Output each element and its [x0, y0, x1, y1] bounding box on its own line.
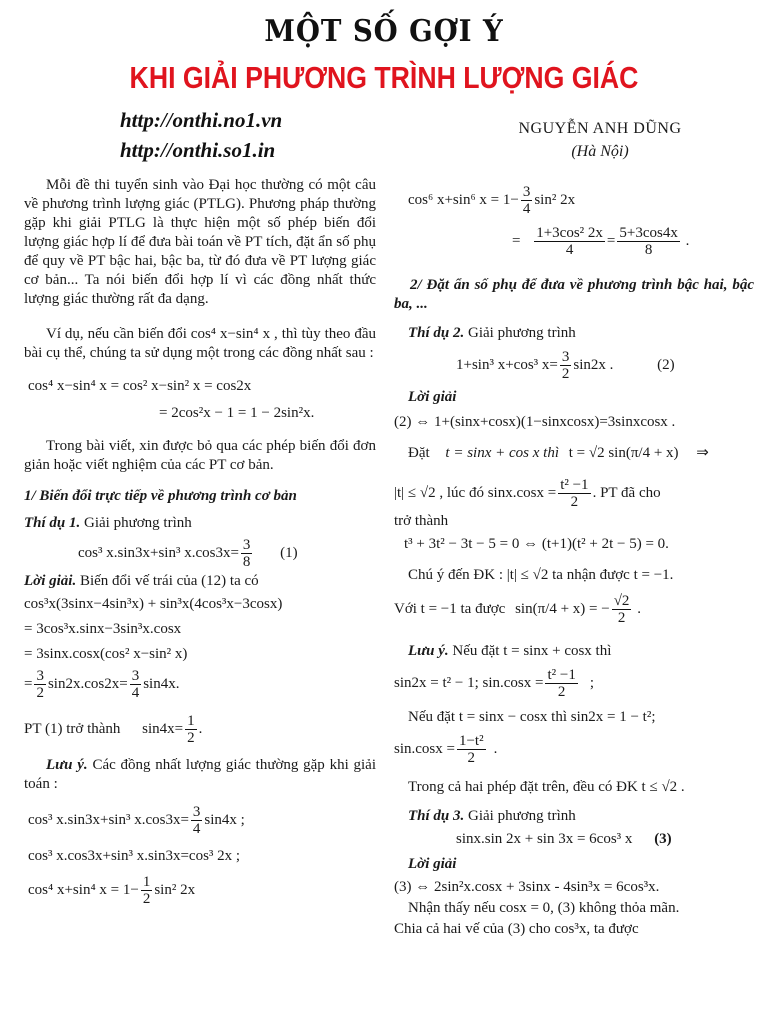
note-3-eq: sin.cosx =	[394, 740, 455, 757]
author-location: (Hà Nội)	[571, 143, 629, 160]
identity-1-left: cos³ x.sin3x+sin³ x.cos3x=	[28, 811, 189, 828]
solution-2-condition	[394, 477, 754, 510]
solution-1-step-1: cos³x(3sinx−4sin³x) + sin³x(4cos³x−3cosx)	[24, 596, 283, 612]
pt1-equation: sin4x=	[142, 720, 184, 737]
identity-list-1	[28, 804, 376, 837]
identity-4-right: sin² 2x	[534, 191, 576, 208]
fraction-numerator: 1−t²	[458, 733, 484, 749]
example-2-eq-left: 1+sin³ x+cos³ x=	[456, 356, 558, 373]
pt1-becomes-line: PT (1) trở thành sin4x= $\frac{1}{2}$ .	[24, 713, 203, 746]
fraction	[457, 733, 486, 766]
fraction-denominator: 2	[467, 750, 476, 766]
example-2-equation	[456, 349, 754, 382]
result-sin: sin(π/4 + x) = −	[515, 600, 610, 617]
equals-sign: =	[24, 675, 33, 692]
fraction	[617, 225, 679, 258]
condition-tail: . PT đã cho	[592, 484, 661, 501]
note-2-text: Nếu đặt t = sinx + cosx thì	[452, 643, 612, 659]
title-line-1: MỘT SỐ GỢI Ý	[264, 14, 504, 49]
solution-1-step-3: = 3sinx.cosx(cos² x−sin² x)	[24, 646, 188, 662]
example-3-label: Thí dụ 3.	[408, 808, 465, 824]
example-3-line	[408, 807, 754, 826]
example-1-text: Giải phương trình	[84, 515, 192, 531]
identity-list-2: cos³ x.cos3x+sin³ x.sin3x=cos³ 2x ;	[28, 848, 241, 864]
fraction-numerator: 3	[561, 349, 570, 365]
note-1-text: Các đồng nhất lượng giác thường gặp khi giải toán :	[24, 757, 377, 792]
identity-list-3	[28, 874, 376, 907]
solution-3-step-2: Nhận thấy nếu cosx = 0, (3) không thỏa mãn.	[408, 900, 680, 916]
substitution-t-sin: t = √2 sin(π/4 + x)	[568, 445, 679, 461]
set-word: Đặt	[408, 445, 430, 461]
fraction	[191, 804, 203, 837]
note-3-equation	[394, 733, 754, 766]
fraction-numerator: 1	[142, 874, 151, 890]
equation-number: (2)	[657, 356, 675, 373]
solution-2-constraint: Chú ý đến ĐK : |t| ≤ √2 ta nhận được t = −1.	[408, 567, 674, 583]
example-1-line	[24, 514, 376, 533]
fraction-numerator: √2	[613, 593, 630, 609]
fraction	[185, 713, 197, 746]
author-name: NGUYỄN ANH DŨNG	[518, 120, 682, 137]
both-cases-line: Trong cả hai phép đặt trên, đều có ĐK t ≤ √2 .	[408, 779, 685, 795]
fraction-numerator: 1+3cos² 2x	[536, 225, 603, 241]
fraction	[130, 668, 142, 701]
solution-2-substitution	[408, 444, 754, 463]
section-2-heading: 2/ Đặt ẩn số phụ để đưa về phương trình bậc hai, bậc ba, ...	[394, 277, 754, 312]
note-1-label: Lưu ý.	[46, 757, 88, 773]
equals-sign: =	[512, 232, 521, 249]
fraction	[34, 668, 46, 701]
note-2-equation	[394, 667, 754, 700]
fraction-denominator: 2	[36, 685, 44, 701]
fraction-denominator: 2	[187, 730, 195, 746]
implies-arrow: ⇒	[696, 445, 709, 461]
website-link-2[interactable]: http://onthi.so1.in	[120, 138, 276, 162]
fraction	[534, 225, 605, 258]
step-4-middle: sin2x.cos2x=	[47, 675, 128, 692]
note-1-paragraph	[24, 756, 376, 794]
fraction-denominator: 2	[570, 494, 579, 510]
fraction	[521, 184, 533, 217]
fraction-numerator: 1	[187, 713, 195, 729]
fraction-numerator: 3	[36, 668, 44, 684]
solution-2-label: Lời giải	[408, 389, 457, 405]
pt1-text: PT (1) trở thành	[24, 720, 121, 737]
solution-2-step-1: (2) ⇔ 1+(sinx+cosx)(1−sinxcosx)=3sinxcosx .	[394, 414, 676, 430]
fraction-denominator: 4	[522, 201, 531, 217]
example-2-text: Giải phương trình	[468, 325, 576, 341]
fraction-numerator: 5+3cos4x	[619, 225, 678, 241]
note-2-line	[408, 642, 754, 661]
identity-eq-1: cos⁴ x−sin⁴ x = cos² x−sin² x = cos2x	[28, 378, 252, 394]
identity-1-right: sin4x ;	[204, 811, 245, 828]
condition-text: |t| ≤ √2 , lúc đó sinx.cosx =	[394, 484, 557, 501]
identity-list-4	[408, 184, 754, 217]
solution-2-result: Với t = −1 ta được sin(π/4 + x) = − $\frac{√2}{2}$ .	[394, 593, 641, 626]
solution-3-step-3: Chia cả hai vế của (3) cho cos³x, ta được	[394, 921, 639, 937]
solution-1-label: Lời giải.	[24, 573, 77, 589]
identity-4-left: cos⁶ x+sin⁶ x = 1−	[408, 191, 519, 208]
solution-3-step-1: (3) ⇔ 2sin²x.cosx + 3sinx - 4sin³x = 6cos³x.	[394, 879, 660, 895]
example-3-text: Giải phương trình	[468, 808, 576, 824]
example-3-equation	[456, 830, 754, 849]
note-2-tail: ;	[589, 674, 595, 691]
identity-eq-2: = 2cos²x − 1 = 1 − 2sin²x.	[159, 405, 315, 421]
equation-number: (3)	[654, 831, 672, 847]
with-t-text: Với t = −1 ta được	[394, 600, 506, 617]
example-1-label: Thí dụ 1.	[24, 515, 81, 531]
fraction	[545, 667, 577, 700]
fraction-denominator: 2	[142, 891, 151, 907]
fraction-denominator: 4	[131, 685, 140, 701]
intro-paragraph: Mỗi đề thi tuyển sinh vào Đại học thường có một câu về phương trình lượng giác (PTLG). Phương pháp thường gặp khi giải PTLG là thực hiện một số phép biến đổi lượng giác hợp lí để đưa bài toán về PT tích, đặt ẩn số phụ để quy về PT bậc hai, bậc ba, từ đó đưa về PT lượng giác cơ bản... Ta nói biến đổi hợp lí vì các đồng nhất thức lượng giác thường rất đa dạng.	[24, 177, 376, 307]
fraction	[558, 477, 590, 510]
fraction	[560, 349, 572, 382]
fraction-numerator: 3	[131, 668, 140, 684]
note-3-tail: .	[493, 740, 498, 757]
note-2-label: Lưu ý.	[408, 643, 449, 659]
title-line-2: KHI GIẢI PHƯƠNG TRÌNH LƯỢNG GIÁC	[129, 60, 639, 95]
fraction-denominator: 2	[557, 684, 566, 700]
fraction	[612, 593, 632, 626]
identity-list-4b: = $\frac{\text{1+3cos² 2x}}{4}$ = $\frac{5+3\cos 4x}{8}$ .	[512, 225, 690, 258]
solution-1-line	[24, 572, 376, 591]
fraction-numerator: t² −1	[560, 477, 589, 493]
website-link-1[interactable]: http://onthi.no1.vn	[120, 108, 283, 132]
example-2-eq-right: sin2x .	[573, 356, 614, 373]
fraction-denominator: 8	[644, 242, 653, 258]
equation-number: (1)	[280, 544, 298, 561]
example-2-line	[408, 324, 754, 343]
solution-3-label: Lời giải	[408, 856, 457, 872]
note-3-line: Nếu đặt t = sinx − cosx thì sin2x = 1 − t²;	[408, 709, 656, 725]
section-1-heading: 1/ Biến đổi trực tiếp về phương trình cơ bản	[24, 488, 297, 504]
example-1-equation	[78, 537, 376, 570]
fraction-numerator: 3	[192, 804, 201, 820]
solution-2-becomes: trở thành	[394, 513, 449, 529]
fraction-numerator: 3	[522, 184, 531, 200]
solution-1-step-4	[24, 668, 376, 701]
fraction-denominator: 2	[617, 610, 626, 626]
left-column	[24, 176, 376, 907]
identity-3-right: sin² 2x	[154, 881, 196, 898]
example-2-label: Thí dụ 2.	[408, 325, 465, 341]
fraction-denominator: 8	[242, 554, 251, 570]
equals-sign: =	[606, 232, 616, 249]
note-2-eq: sin2x = t² − 1; sin.cosx =	[394, 674, 544, 691]
step-4-right: sin4x.	[143, 675, 180, 692]
fraction	[241, 537, 253, 570]
fraction	[141, 874, 153, 907]
identity-3-left: cos⁴ x+sin⁴ x = 1−	[28, 881, 139, 898]
skip-note-paragraph: Trong bài viết, xin được bỏ qua các phép biến đổi đơn giản hoặc viết nghiệm của các PT cơ bản.	[24, 438, 376, 473]
fraction-numerator: 3	[242, 537, 251, 553]
fraction-numerator: t² −1	[547, 667, 576, 683]
example-3-eq: sinx.sin 2x + sin 3x = 6cos³ x	[456, 831, 633, 847]
fraction-denominator: 4	[192, 821, 201, 837]
fraction-denominator: 2	[561, 366, 570, 382]
right-column	[394, 176, 754, 939]
substitution-t: t = sinx + cos x thì	[445, 445, 559, 461]
solution-2-cubic: t³ + 3t² − 3t − 5 = 0 ⇔ (t+1)(t² + 2t − 5) = 0.	[404, 536, 669, 552]
fraction-denominator: 4	[565, 242, 574, 258]
solution-1-step-2: = 3cos³x.sinx−3sin³x.cosx	[24, 621, 182, 637]
example-intro-paragraph: Ví dụ, nếu cần biến đổi cos⁴ x−sin⁴ x , thì tùy theo đầu bài cụ thể, chúng ta sử dụng một trong các đồng nhất sau :	[24, 326, 376, 361]
solution-1-text: Biến đổi vế trái của (12) ta có	[79, 573, 259, 589]
example-1-eq-left: cos³ x.sin3x+sin³ x.cos3x=	[78, 544, 239, 561]
